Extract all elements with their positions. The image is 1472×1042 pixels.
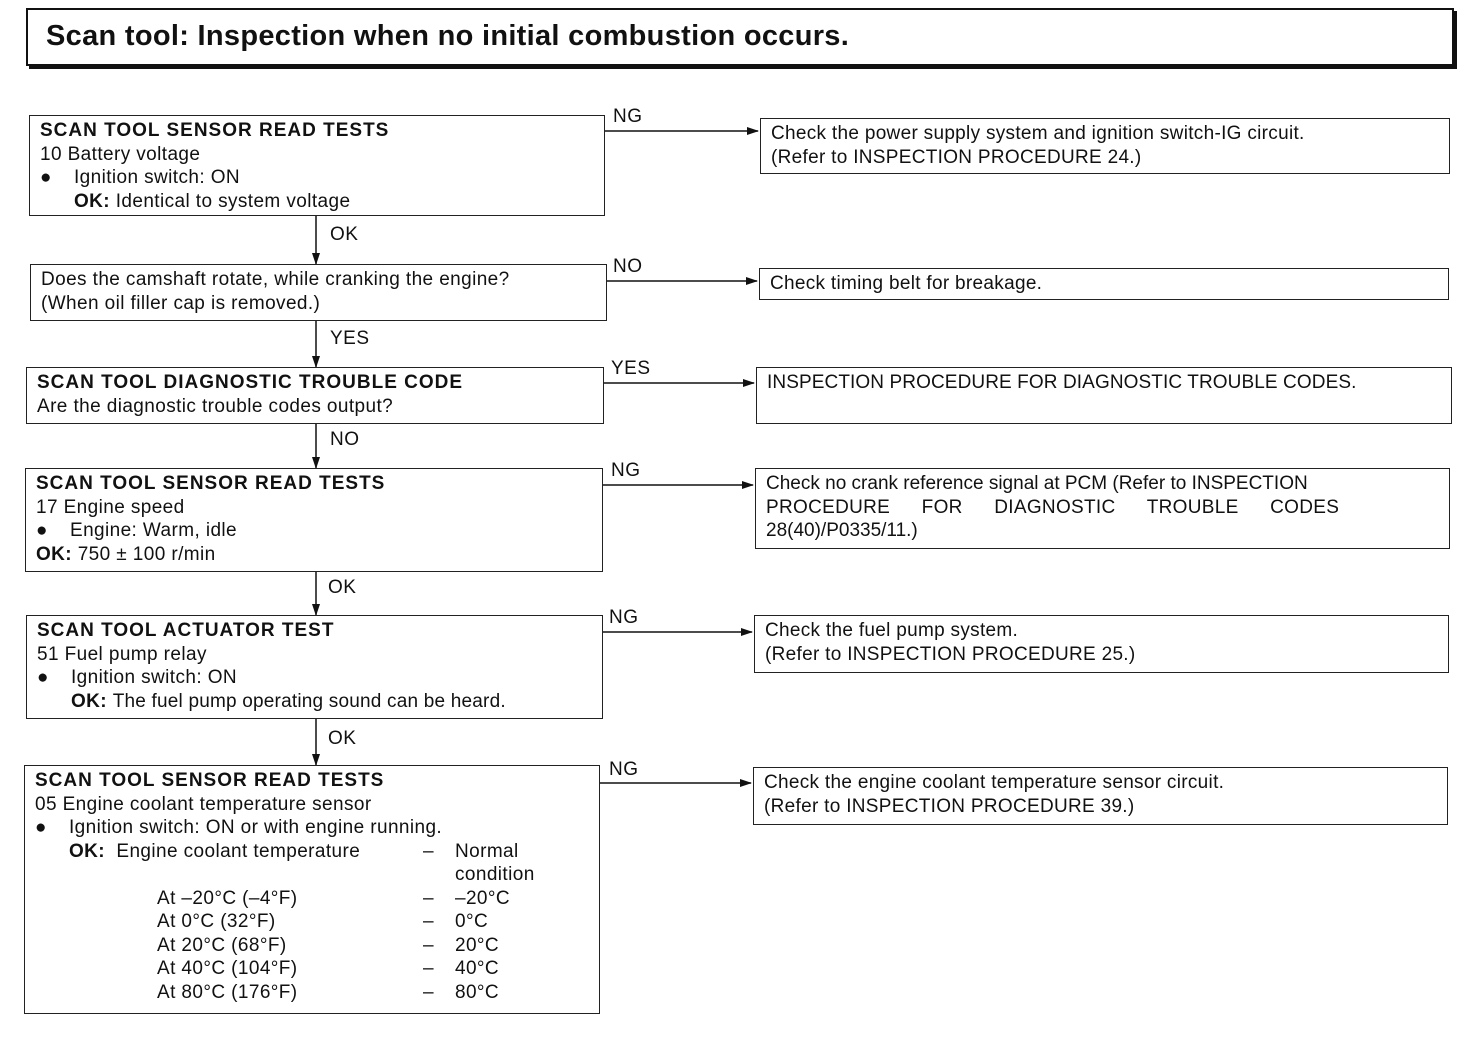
step-2-box	[30, 264, 607, 321]
table-cell-at: At 0°C (32°F)	[157, 911, 276, 932]
dash: –	[423, 840, 434, 862]
table-cell-value: 80°C	[455, 981, 500, 1003]
step-5-next-label: OK	[328, 728, 357, 749]
step-2-question-line-2: (When oil filler cap is removed.)	[41, 292, 321, 314]
step-5-result-box	[754, 615, 1449, 673]
step-6-ok-label: OK:	[69, 840, 106, 862]
table-row	[35, 981, 535, 1005]
step-6-ok-text: Engine coolant temperature	[116, 840, 361, 862]
step-6-item: 05 Engine coolant temperature sensor	[35, 793, 372, 815]
step-6-box	[24, 765, 600, 1014]
step-3-heading: SCAN TOOL DIAGNOSTIC TROUBLE CODE	[37, 372, 464, 393]
title-box	[26, 8, 1454, 66]
step-4-ok-text: 750 ± 100 r/min	[77, 543, 216, 565]
bullet-icon: ●	[40, 167, 52, 188]
step-4-result-line-1: Check no crank reference signal at PCM (Refer to INSPECTION	[766, 473, 1308, 494]
step-5-result-line-1: Check the fuel pump system.	[765, 620, 1019, 641]
bullet-icon: ●	[36, 520, 48, 541]
dash: –	[423, 911, 434, 932]
step-3-branch-label: YES	[611, 358, 651, 379]
step-6-branch-label: NG	[609, 759, 639, 780]
step-6-normal-1: Normal	[455, 840, 519, 862]
step-1-ok-text: Identical to system voltage	[115, 190, 351, 212]
step-4-item: 17 Engine speed	[36, 496, 185, 518]
step-2-result-box	[759, 268, 1449, 300]
step-2-result-line-1: Check timing belt for breakage.	[770, 273, 1043, 294]
table-cell-at: At –20°C (–4°F)	[157, 887, 298, 909]
bullet-icon: ●	[35, 817, 47, 838]
step-2-branch-label: NO	[613, 256, 643, 277]
step-3-question: Are the diagnostic trouble codes output?	[37, 395, 394, 417]
step-5-box	[26, 615, 603, 719]
step-1-heading: SCAN TOOL SENSOR READ TESTS	[40, 120, 390, 141]
step-1-result-line-1: Check the power supply system and ignition switch-IG circuit.	[771, 123, 1305, 144]
step-4-result-box	[755, 468, 1450, 549]
table-row	[35, 910, 535, 934]
step-6-heading: SCAN TOOL SENSOR READ TESTS	[35, 770, 385, 791]
step-4-heading: SCAN TOOL SENSOR READ TESTS	[36, 473, 386, 494]
step-5-heading: SCAN TOOL ACTUATOR TEST	[37, 620, 335, 641]
coolant-temperature-table	[35, 840, 535, 1005]
step-6-result-line-2: (Refer to INSPECTION PROCEDURE 39.)	[764, 795, 1135, 817]
table-row	[35, 863, 535, 887]
table-cell-value: 0°C	[455, 911, 489, 932]
table-cell-at: At 20°C (68°F)	[157, 934, 287, 956]
step-4-result-line-2: PROCEDURE FOR DIAGNOSTIC TROUBLE CODES	[766, 496, 1340, 518]
step-1-branch-label: NG	[613, 106, 643, 127]
step-5-condition: Ignition switch: ON	[71, 667, 237, 688]
table-cell-value: –20°C	[455, 887, 511, 909]
step-6-condition: Ignition switch: ON or with engine running.	[69, 817, 443, 838]
step-5-item: 51 Fuel pump relay	[37, 643, 207, 665]
step-1-next-label: OK	[330, 224, 359, 245]
step-3-box	[26, 367, 604, 424]
step-1-ok-label: OK:	[74, 190, 111, 212]
step-5-ok-label: OK:	[71, 690, 108, 712]
step-5-ok-text: The fuel pump operating sound can be heard.	[112, 690, 506, 712]
step-4-branch-label: NG	[611, 460, 641, 481]
step-1-box	[29, 115, 605, 216]
step-2-next-label: YES	[330, 328, 370, 349]
step-2-question-line-1: Does the camshaft rotate, while cranking the engine?	[41, 269, 510, 290]
table-row	[35, 934, 535, 958]
step-6-result-box	[753, 767, 1448, 825]
step-6-result-line-1: Check the engine coolant temperature sensor circuit.	[764, 772, 1225, 793]
step-3-result-line-1: INSPECTION PROCEDURE FOR DIAGNOSTIC TROUBLE CODES.	[767, 372, 1357, 393]
step-4-next-label: OK	[328, 577, 357, 598]
step-3-next-label: NO	[330, 429, 360, 450]
dash: –	[423, 981, 434, 1003]
step-4-ok-label: OK:	[36, 543, 73, 565]
step-4-result-line-3: 28(40)/P0335/11.)	[766, 520, 918, 541]
table-row	[35, 887, 535, 911]
table-row	[35, 840, 535, 864]
step-1-result-line-2: (Refer to INSPECTION PROCEDURE 24.)	[771, 146, 1142, 168]
table-cell-at: At 80°C (176°F)	[157, 981, 298, 1003]
dash: –	[423, 934, 434, 956]
table-row	[35, 957, 535, 981]
bullet-icon: ●	[37, 667, 49, 688]
step-4-box	[25, 468, 603, 572]
step-5-branch-label: NG	[609, 607, 639, 628]
step-6-normal-2: condition	[455, 864, 535, 885]
step-1-result-box	[760, 118, 1450, 174]
step-5-result-line-2: (Refer to INSPECTION PROCEDURE 25.)	[765, 643, 1136, 665]
step-3-result-box	[756, 367, 1452, 424]
table-cell-value: 40°C	[455, 958, 500, 979]
table-cell-value: 20°C	[455, 934, 500, 956]
table-cell-at: At 40°C (104°F)	[157, 958, 298, 979]
step-4-condition: Engine: Warm, idle	[70, 520, 238, 541]
dash: –	[423, 887, 434, 909]
dash: –	[423, 958, 434, 979]
step-1-item: 10 Battery voltage	[40, 143, 201, 165]
page-title: Scan tool: Inspection when no initial combustion occurs.	[46, 20, 850, 52]
step-1-condition: Ignition switch: ON	[74, 167, 240, 188]
